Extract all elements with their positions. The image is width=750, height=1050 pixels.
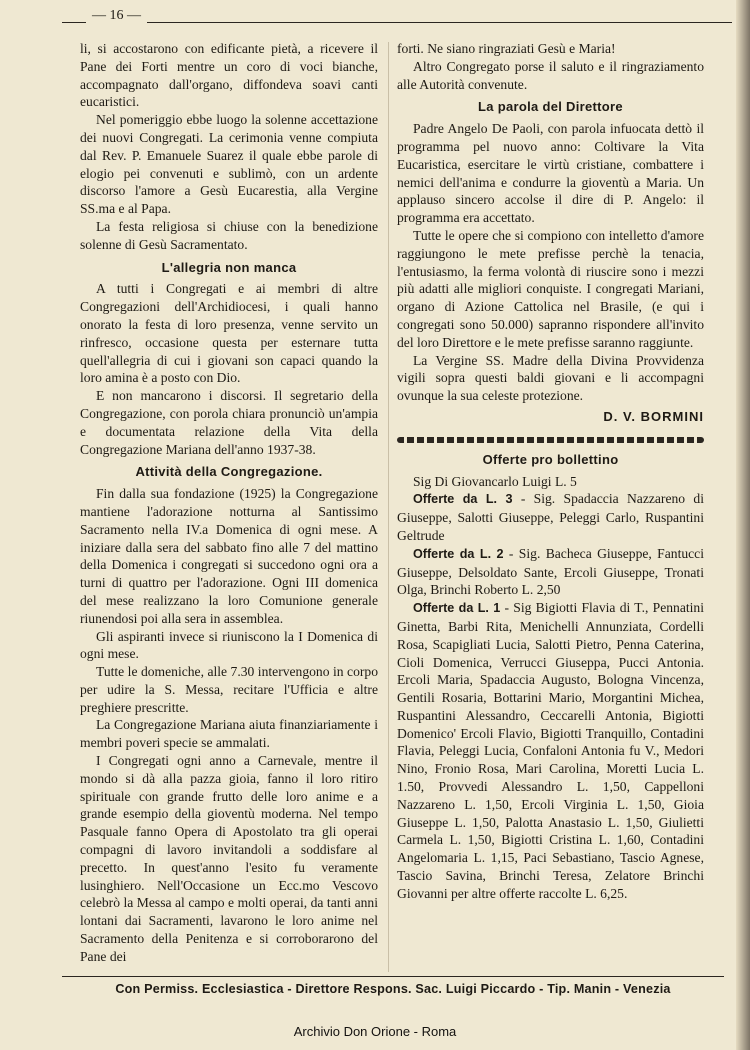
footer-rule [62,976,724,977]
header-rule [62,22,732,23]
offer-entry [397,545,704,599]
offer-lead: Offerte da L. 3 [413,492,513,507]
page-number: — 16 — [86,8,147,24]
paragraph: La Vergine SS. Madre della Divina Provvidenza vigili sopra questi baldi giovani e li accompagni ovunque la sua celeste protezione. [397,352,704,404]
paragraph: E non mancarono i discorsi. Il segretario della Congregazione, con porola chiara pronunciò un'ampia e documentata relazione della Vita della Congregazione Mariana dell'anno 1937-38. [80,388,378,457]
paragraph: Padre Angelo De Paoli, con parola infuocata dettò il programma pel nuovo anno: Coltivare la Vita Eucaristica, esercitare le virtù cristiane, combattere i nemici dell'anima e condurre la gioventù a Maria. Un applauso sincero accolse il dire di P. Angelo: il programma era accettato. [397,121,704,226]
offer-entry [397,490,704,544]
offer-names: - Sig. Bacheca Giuseppe, Fantucci Giuseppe, Delsoldato Sante, Ercoli Giuseppe, Tronati Olga, Brinchi Roberto L. 2,50 [397,545,704,598]
paragraph: Fin dalla sua fondazione (1925) la Congregazione mantiene l'adorazione notturna al Santissimo Sacramento nella IV.a Domenica di ogni mese. A iniziare dalla sera del sabbato fino alle 7 del mattino della Domenica i congregati si succedono ogni ora a turni di quattro per l'adorazione. Ogni III domenica del mese realizzano la loro Comunione generale riunendosi poi alla sera in assemblea. [80,486,378,626]
offer-names: - Sig. Spadaccia Nazzareno di Giuseppe, Salotti Giuseppe, Peleggi Carlo, Ruspantini Geltrude [397,491,704,543]
page-edge-shadow [736,0,750,1050]
offer-lead: Offerte da L. 2 [413,546,504,561]
offer-line: Sig Di Giovancarlo Luigi L. 5 [413,473,577,489]
offer-names: - Sig Bigiotti Flavia di T., Pennatini Ginetta, Barbi Rita, Menichelli Annunziata, Cordelli Rosa, Scapigliati Lucia, Salotti Pietro, Penna Caterina, Cioli Domenica, Verrucci Giuseppa, Pucci Antonia. Ercoli Maria, Spadaccia Augusto, Bologna Vincenza, Gentili Rosaria, Bottarini Mario, Morgantini Michea, Ruspantini Alessandro, Ceccarelli Antonia, Bigiotti Domenico' Ercoli Flavio, Bigiotti Tranquillo, Contadini Flavia, Peleggi Lucia, Confaloni Antonia fu V., Medori Nino, Fronio Rosa, Mari Carolina, Moretti Lucia L. 1.50, Provvedi Alessandro L. 1,50, Cappelloni Nazzareno L. 1,50, Ercoli Virginia L. 1,50, Gioia Giuseppe L. 1,50, Palotta Anastasio L. 1,50, Giulietti Carmela L. 1,50, Bigiotti Cristina L. 1,60, Contadini Angelomaria L. 1,15, Paci Sebastiano, Tascio Agnese, Tascio Savina, Brinchi Teresa, Zelatore Brinchi Giovanni per altre offerte raccolte L. 6,25. [397,600,704,901]
ornamental-divider [397,437,704,443]
paragraph: forti. Ne siano ringraziati Gesù e Maria! [397,41,616,56]
imprint-footer: Con Permiss. Ecclesiastica - Direttore Respons. Sac. Luigi Piccardo - Tip. Manin - Venezia [115,982,671,996]
paragraph: Tutte le opere che si compiono con intelletto d'amore raggiungono le mete prefisse perchè la tenacia, l'entusiasmo, la ferma volontà di riuscire sono i mezzi più adatti alle migliori conquiste. I congregati Mariani, organo di Azione Cattolica nel Brasile, (e qui i congregati sono 50.000) sapranno rispondere all'invito del loro Direttore e le mete prefisse saranno raggiunte. [397,227,704,350]
section-heading: L'allegria non manca [161,259,297,275]
paragraph: La Congregazione Mariana aiuta finanziariamente i membri poveri specie se ammalati. [80,717,378,751]
right-column [397,40,704,903]
section-heading: Attività della Congregazione. [135,464,323,480]
section-heading: Offerte pro bollettino [482,451,619,467]
paragraph: I Congregati ogni anno a Carnevale, mentre il mondo si dà alla pazza gioia, fanno il loro ritiro spirituale con grande frutto delle loro anime e a grande esempio della gioventù moderna. Nel tempo Pasquale fanno Opera di Apostolato tra gli operai compagni di lavoro invitandoli a soddisfare al precetto. In quest'anno l'esito fu veramente lusinghiero. Nell'Occasione un Ecc.mo Vescovo celebrò la Messa al campo e molti operai, da tanti anni lontani dai Sacramenti, lavarono le loro anime nel Sacramento della Penitenza e si corroborarono del Pane dei [80,753,378,964]
archive-label: Archivio Don Orione - Roma [293,1024,457,1039]
section-heading: La parola del Direttore [478,99,623,115]
author-signature: D. V. BORMINI [603,408,704,424]
column-divider [388,42,389,972]
paragraph: Altro Congregato porse il saluto e il ringraziamento alle Autorità convenute. [397,58,704,92]
paragraph: li, si accostarono con edificante pietà, a ricevere il Pane dei Forti mentre un coro di voci bianche, accompagnato dall'organo, diffondeva soavi canti eucaristici. [80,41,378,110]
paragraph: Tutte le domeniche, alle 7.30 intervengono in corpo per udire la S. Messa, recitare l'Ufficia e altre preghiere prescritte. [80,664,378,715]
paragraph: La festa religiosa si chiuse con la benedizione solenne di Gesù Sacramentato. [80,218,378,252]
paragraph: Nel pomeriggio ebbe luogo la solenne accettazione dei nuovi Congregati. La cerimonia venne compiuta dal Rev. P. Emanuele Suarez il quale ebbe parole di elogio pei convenuti e sublimò, con un ardente discorso l'amore a Gesù Eucarestia, alla Vergine SS.ma e al Papa. [80,112,378,217]
offer-entry [397,599,704,903]
left-column [80,40,378,966]
paragraph: A tutti i Congregati e ai membri di altre Congregazioni dell'Archidiocesi, i quali hanno onorato la festa di loro presenza, venne servito un rinfresco, occasione questa per esternare tutta quell'allegria di cui i giovani son capaci quando la loro amina è a posto con Dio. [80,281,378,386]
offer-lead: Offerte da L. 1 [413,601,501,616]
paragraph: Gli aspiranti invece si riuniscono la I Domenica di ogni mese. [80,628,378,662]
